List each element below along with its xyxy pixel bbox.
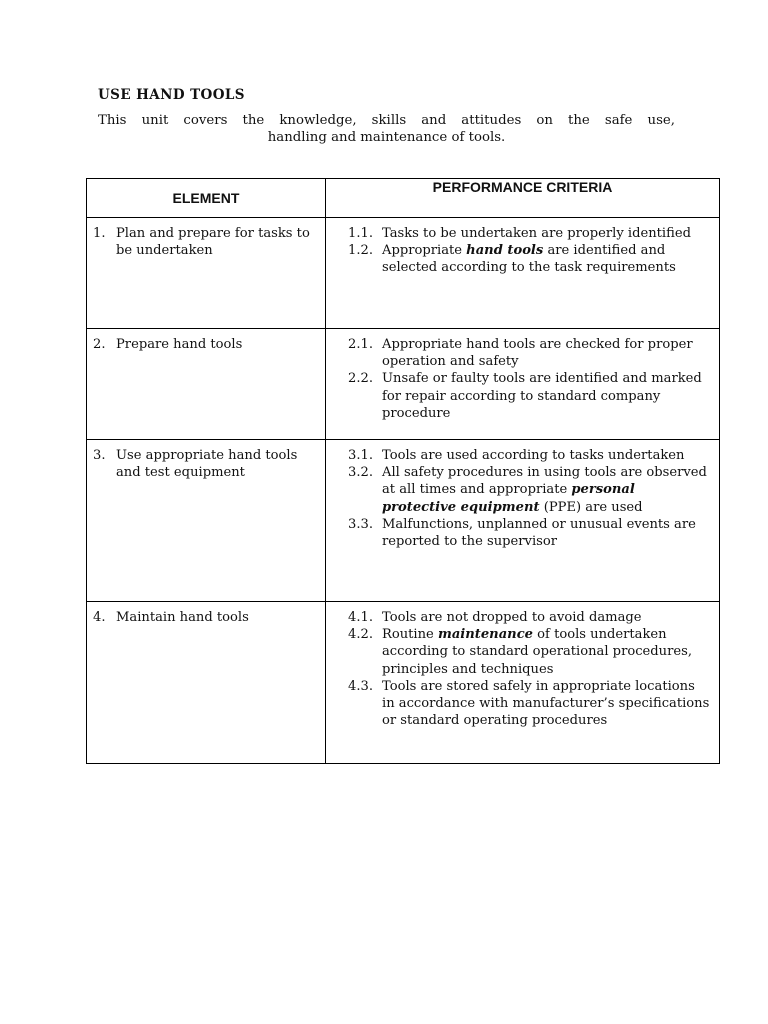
element-cell — [87, 329, 326, 440]
criteria-text-pre: Routine — [382, 627, 438, 643]
element-cell — [87, 218, 326, 329]
criteria-text: Appropriate hand tools are checked for proper operation and safety — [382, 337, 693, 370]
criteria-text: Unsafe or faulty tools are identified and marked for repair according to standard company procedure — [382, 371, 702, 421]
criteria-number: 4.2. — [348, 627, 373, 643]
criteria-number: 4.3. — [348, 678, 373, 694]
table-row — [87, 329, 720, 440]
element-text: Maintain hand tools — [116, 610, 249, 625]
criteria-list — [326, 440, 719, 550]
element-number: 1. — [93, 226, 106, 241]
page-title: USE HAND TOOLS — [98, 87, 245, 103]
element-cell — [87, 602, 326, 764]
criteria-item — [326, 609, 719, 626]
criteria-item — [326, 225, 719, 242]
table-header-row — [87, 179, 720, 218]
criteria-table — [86, 178, 720, 764]
criteria-item — [326, 336, 719, 370]
criteria-number: 2.1. — [348, 337, 373, 352]
criteria-text: Tools are not dropped to avoid damage — [382, 610, 642, 625]
criteria-number: 3.1. — [348, 448, 373, 463]
criteria-cell — [326, 218, 720, 329]
criteria-emphasis: hand tools — [466, 243, 544, 259]
criteria-item — [326, 464, 719, 516]
header-element: ELEMENT — [87, 179, 326, 218]
table-row — [87, 440, 720, 602]
criteria-number: 2.2. — [348, 371, 373, 387]
criteria-number: 4.1. — [348, 610, 373, 625]
criteria-text: Tools are used according to tasks undertaken — [382, 448, 685, 463]
table-row — [87, 218, 720, 329]
criteria-item — [326, 678, 719, 730]
intro-line-1: This unit covers the knowledge, skills and attitudes on the safe use, — [98, 113, 675, 128]
criteria-number: 1.2. — [348, 243, 373, 259]
criteria-text-post: of tools undertaken according to standard operational procedures, principles and techniques — [382, 627, 692, 677]
criteria-cell — [326, 440, 720, 602]
intro-line-2: handling and maintenance of tools. — [267, 130, 506, 145]
element-text: Use appropriate hand tools and test equipment — [116, 448, 298, 481]
criteria-item — [326, 626, 719, 678]
criteria-text — [382, 626, 719, 678]
element-number: 4. — [93, 610, 106, 625]
criteria-text: Tools are stored safely in appropriate locations in accordance with manufacturer’s specifications or standard operating procedures — [382, 678, 710, 729]
criteria-text-post: (PPE) are used — [539, 499, 643, 515]
criteria-cell — [326, 329, 720, 440]
element-item — [87, 440, 325, 481]
criteria-number: 3.3. — [348, 516, 373, 532]
criteria-list — [326, 602, 719, 729]
table-row — [87, 602, 720, 764]
criteria-cell — [326, 602, 720, 764]
element-number: 2. — [93, 337, 106, 352]
element-number: 3. — [93, 448, 106, 463]
criteria-emphasis: maintenance — [437, 627, 534, 643]
element-item — [87, 218, 325, 259]
element-item — [87, 329, 325, 353]
element-text: Plan and prepare for tasks to be undertaken — [116, 226, 310, 259]
criteria-text — [382, 242, 719, 276]
criteria-item — [326, 516, 719, 550]
criteria-item — [326, 242, 719, 276]
criteria-emphasis: personal protective equipment — [382, 482, 635, 515]
criteria-number: 3.2. — [348, 465, 373, 481]
element-cell — [87, 440, 326, 602]
header-performance-criteria — [326, 179, 720, 218]
criteria-number: 1.1. — [348, 226, 373, 241]
criteria-text — [382, 464, 719, 516]
criteria-text-pre: Appropriate — [382, 243, 467, 259]
criteria-text: Malfunctions, unplanned or unusual events are reported to the supervisor — [382, 516, 696, 550]
element-text: Prepare hand tools — [116, 337, 243, 352]
criteria-list — [326, 218, 719, 277]
intro-paragraph — [98, 112, 675, 146]
criteria-item — [326, 447, 719, 464]
criteria-item — [326, 370, 719, 422]
criteria-text: Tasks to be undertaken are properly identified — [382, 226, 691, 241]
header-performance-criteria-label: PERFORMANCE CRITERIA — [432, 179, 613, 195]
criteria-text-post: are identified and selected according to the task requirements — [382, 243, 676, 276]
element-item — [87, 602, 325, 626]
criteria-list — [326, 329, 719, 422]
criteria-text-pre: All safety procedures in using tools are observed at all times and appropriate — [382, 465, 707, 498]
